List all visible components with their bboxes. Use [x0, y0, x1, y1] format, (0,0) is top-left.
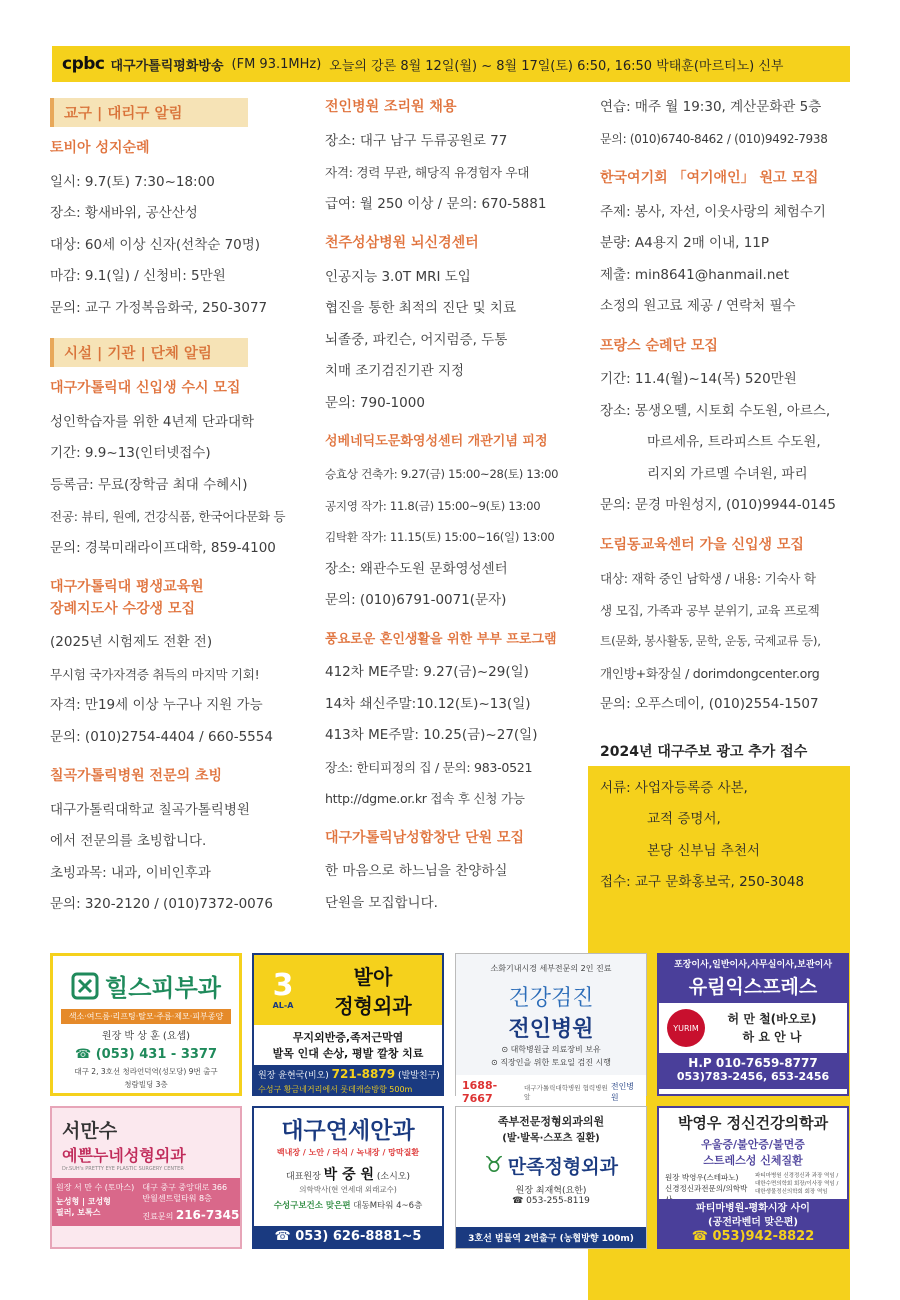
ad-bala-orthopedics[interactable] [252, 953, 444, 1096]
ad-feature: ⊙ 직장인을 위한 토요일 검진 시행 [491, 1058, 611, 1067]
notice-practice [600, 92, 850, 155]
notice-ad-reception [600, 735, 850, 899]
notice-line: 연습: 매주 월 19:30, 계산문화관 5층 [600, 99, 822, 115]
ad-phone: 1688-7667 [462, 1079, 498, 1105]
ad-name: 발아 [353, 965, 393, 989]
notice-line: 리지외 가르멜 수녀원, 파리 [647, 465, 808, 482]
ad-phone: ☎ 053)942-8822 [691, 1229, 815, 1244]
notice-line: 트(문화, 봉사활동, 문학, 운동, 국제교류 등), [600, 634, 821, 649]
notice-line: 문의: 오푸스데이, (010)2554-1507 [600, 696, 819, 713]
ad-address: 대구 2, 3호선 청라언덕역(성모당) 9번 출구 [74, 1067, 218, 1076]
ad-services: 포장이사,일반이사,사무실이사,보관이사 [659, 955, 847, 972]
notice-france [600, 337, 850, 522]
ad-pretty-eye-clinic[interactable] [50, 1106, 242, 1249]
ad-services: 스트레스성 신체질환 [703, 1154, 803, 1167]
ad-person: 허 만 철(바오로) [727, 1012, 817, 1026]
notice-line: 자격: 만19세 이상 누구나 지원 가능 [50, 697, 263, 714]
notice-line: 기간: 9.9~13(인터넷접수) [50, 445, 211, 462]
ad-credentials: 파티마병원 신경정신과 과장 역임 / 대한수면의학회 회장/이사장 역임 / 대한생물정신의학회 회장 역임 [755, 1173, 839, 1195]
ad-desc: 발목 인대 손상, 평발 깔창 치료 [272, 1047, 424, 1060]
notice-line: 협진을 통한 최적의 진단 및 치료 [325, 300, 516, 317]
ad-contact: 원장 윤현국(비오) 721-8879 (발발친구) [254, 1065, 442, 1083]
notice-line: 14차 쇄신주말:10.12(토)~13(일) [325, 695, 531, 712]
column-2 [325, 98, 587, 933]
notice-line: 주제: 봉사, 자선, 이웃사랑의 체험수기 [600, 203, 826, 220]
notice-title: 2024년 대구주보 광고 추가 접수 [600, 743, 808, 760]
notice-line[interactable]: 제출: min8641@hanmail.net [600, 266, 789, 283]
notice-title: 칠곡가톨릭병원 전문의 초빙 [50, 768, 223, 785]
ad-name: 예쁜누네성형외과 [62, 1146, 186, 1165]
notice-title: 대구가톨릭남성합창단 단원 모집 [325, 829, 525, 846]
ad-address: 3호선 범물역 2번출구 (농협방향 100m) [456, 1227, 646, 1248]
notice-link[interactable]: http://dgme.or.kr 접속 후 신청 가능 [325, 791, 525, 807]
ad-phone: ☎ (053) 431 - 3377 [74, 1047, 218, 1062]
ad-manjok-orthopedics[interactable] [455, 1106, 647, 1249]
ad-services: 백내장 / 노안 / 라식 / 녹내장 / 망막질환 [276, 1148, 420, 1157]
notice-line: 뇌졸중, 파킨슨, 어지럼증, 두통 [325, 331, 508, 348]
notice-line: 성인학습자를 위한 4년제 단과대학 [50, 413, 255, 430]
ad-phone: 진료문의 216-7345 [142, 1208, 240, 1222]
notice-cheonju [325, 234, 587, 419]
notice-line: 에서 전문의를 초빙합니다. [50, 833, 207, 850]
notice-line: 문의: (010)2754-4404 / 660-5554 [50, 728, 273, 745]
ad-name: 유림익스프레스 [659, 972, 847, 1003]
notice-line: 치매 조기검진기관 지정 [325, 363, 464, 380]
notice-line[interactable]: 개인방+화장실 / dorimdongcenter.org [600, 665, 820, 681]
ad-name: 만족정형외과 [507, 1156, 618, 1178]
notice-title: 토비아 성지순례 [50, 140, 150, 156]
notice-line: 문의: 320-2120 / (010)7372-0076 [50, 896, 273, 913]
notice-line: 초빙과목: 내과, 이비인후과 [50, 864, 211, 881]
notice-line: 무시험 국가자격증 취득의 마지막 기회! [50, 666, 260, 682]
banner-text: 오늘의 강론 8월 12일(월) ~ 8월 17일(토) 6:50, 16:50 박태훈(마르티노) 신부 [329, 58, 784, 74]
ad-tagline: (발·발목·스포츠 질환) [502, 1133, 600, 1144]
notice-title: 프랑스 순례단 모집 [600, 337, 718, 354]
notice-line: 412차 ME주말: 9.27(금)~29(일) [325, 664, 529, 681]
ad-services: 색소·여드름·리프팅·탈모·주름·제모·피부종양 [61, 1009, 231, 1024]
ad-address: 대구 중구 중앙대로 366 반월센트럴타워 8층 [142, 1183, 228, 1203]
ad-tagline: 소화기내시경 세부전문의 2인 진료 [490, 964, 612, 973]
ad-director: 원장 박 상 훈 (요셉) [101, 1031, 191, 1042]
station-name: 대구가톨릭평화방송 [110, 58, 224, 74]
notice-title: 성베네딕도문화영성센터 개관기념 피정 [325, 434, 548, 450]
ad-credentials: 의학박사(현 연세대 외래교수) [299, 1185, 397, 1194]
notice-line: 자격: 경력 무관, 해당직 유경험자 우대 [325, 165, 530, 181]
notice-line: 장소: 황새바위, 공산산성 [50, 205, 198, 222]
ad-director: 원장 박영우(스테파노) [665, 1173, 739, 1182]
notice-line: 대상: 재학 중인 남학생 / 내용: 기숙사 학 [600, 571, 816, 587]
notice-title: 전인병원 조리원 채용 [325, 99, 457, 115]
hills-logo-icon [71, 972, 99, 1000]
ad-director: 원장 서 만 수 (토마스) [56, 1183, 135, 1192]
ad-phone: H.P 010-7659-8777 [659, 1053, 847, 1070]
notice-dorim [600, 536, 850, 721]
section-heading-institutions: 시설 | 기관 | 단체 알림 [50, 338, 248, 367]
ad-name: 박영우 정신건강의학과 [677, 1114, 829, 1132]
ad-feature: ⊙ 대학병원급 의료장비 보유 [501, 1045, 601, 1054]
ad-director: 대표원장 박 중 원 (소시오) [286, 1167, 410, 1183]
notice-line: 교적 증명서, [647, 811, 721, 828]
notice-line: 문의: 교구 가정복음화국, 250-3077 [50, 299, 268, 316]
notice-chilgok [50, 767, 312, 921]
ad-tagline: 족부전문정형외과의원 [497, 1115, 605, 1128]
yurim-logo-icon: YURIM [667, 1009, 705, 1047]
notice-line: 마르세유, 트라피스트 수도원, [647, 434, 821, 451]
ad-name: 대구연세안과 [281, 1118, 415, 1144]
ad-address: (공전라벤더 맞은편) [708, 1217, 798, 1228]
ad-park-psychiatry[interactable] [657, 1106, 849, 1249]
notice-line: 문의: (010)6791-0071(문자) [325, 592, 507, 609]
notice-line: 일시: 9.7(토) 7:30~18:00 [50, 173, 215, 190]
ad-person: 하 요 안 나 [742, 1030, 802, 1044]
ad-yurim-express[interactable] [657, 953, 849, 1096]
notice-line: 문의: 790-1000 [325, 394, 425, 411]
notice-line: 분량: A4용지 2매 이내, 11P [600, 235, 770, 252]
notice-line: 김탁환 작가: 11.15(토) 15:00~16(일) 13:00 [325, 530, 555, 545]
ad-name: 힐스피부과 [105, 974, 221, 1002]
ad-phone: ☎ 053-255-8119 [512, 1196, 590, 1206]
notice-title: 대구가톨릭대 신입생 수시 모집 [50, 380, 241, 397]
ad-english-name: Dr.SUH's PRETTY EYE PLASTIC SURGERY CENTER [62, 1166, 184, 1172]
ad-address: 수성구보건소 맞은편 대동M타워 4~6층 [273, 1201, 423, 1211]
ad-desc: 무지외반증,족저근막염 [292, 1031, 404, 1044]
notice-women [600, 169, 850, 323]
bala-logo-icon: 3 [272, 967, 294, 1003]
notice-line: (2025년 시험제도 전환 전) [50, 634, 213, 651]
notice-univ [50, 379, 312, 564]
notice-line: 생 모집, 가족과 공부 분위기, 교육 프로젝 [600, 602, 820, 618]
ad-phone: ☎ 053) 626-8881~5 [254, 1226, 442, 1247]
notice-title: 풍요로운 혼인생활을 위한 부부 프로그램 [325, 631, 557, 647]
notice-line: 장소: 대구 남구 두류공원로 77 [325, 132, 508, 149]
notice-title: 장례지도사 수강생 모집 [50, 600, 195, 617]
notice-line: 장소: 한티피정의 집 / 문의: 983-0521 [325, 759, 533, 775]
ad-address: 청람빌딩 3층 [124, 1080, 168, 1089]
notice-line: 마감: 9.1(일) / 신청비: 5만원 [50, 268, 226, 285]
ad-logo: 전인병원 [610, 1082, 635, 1102]
notice-line: 413차 ME주말: 10.25(금)~27(일) [325, 727, 538, 744]
section-heading-diocese: 교구 | 대리구 알림 [50, 98, 248, 127]
notice-line: 한 마음으로 하느님을 찬양하실 [325, 863, 508, 880]
notice-title: 한국여기회 「여기애인」 원고 모집 [600, 170, 819, 186]
notice-line: 접수: 교구 문화홍보국, 250-3048 [600, 874, 805, 891]
ad-jeonin-hospital[interactable] [455, 953, 647, 1105]
ad-address: 파티마병원-평화시장 사이 [696, 1203, 810, 1214]
notice-line: 급여: 월 250 이상 / 문의: 670-5881 [325, 195, 547, 212]
ad-director: 원장 최재혁(요한) [515, 1186, 587, 1196]
ad-hills-dermatology[interactable] [50, 953, 242, 1096]
notice-line: 문의: (010)6740-8462 / (010)9492-7938 [600, 131, 828, 146]
notice-line: 장소: 왜관수도원 문화영성센터 [325, 560, 508, 577]
notice-jeonin [325, 98, 587, 220]
notice-tobia [50, 139, 312, 324]
notice-line: 장소: 몽생오뗄, 시토회 수도원, 아르스, [600, 402, 831, 419]
ad-address: 수성구 황금네거리에서 롯데캐슬방향 500m [254, 1083, 442, 1096]
notice-line: 대구가톨릭대학교 칠곡가톨릭병원 [50, 801, 250, 818]
ad-name: 정형외과 [334, 994, 412, 1018]
ad-note: 대구가톨릭대학병원 협력병원 앞 [524, 1084, 608, 1101]
ad-phone: 053)783-2456, 653-2456 [659, 1070, 847, 1089]
notice-line: 공지영 작가: 11.8(금) 15:00~9(토) 13:00 [325, 498, 541, 513]
notice-line: 본당 신부님 추천서 [647, 842, 760, 859]
ad-services: 우울증/불안증/불면증 [701, 1138, 805, 1151]
top-banner [52, 46, 850, 82]
ad-services: 눈성형 | 코성형 [56, 1197, 111, 1206]
notice-line: 단원을 모집합니다. [325, 894, 438, 911]
station-frequency: (FM 93.1MHz) [231, 56, 322, 72]
notice-line: 문의: 문경 마원성지, (010)9944-0145 [600, 497, 836, 514]
bala-logo-text: AL-A [272, 1000, 294, 1010]
notice-line: 전공: 뷰티, 원예, 건강식품, 한국어다문화 등 [50, 509, 286, 525]
notice-line: 승효상 건축가: 9.27(금) 15:00~28(토) 13:00 [325, 467, 559, 482]
column-1 [50, 98, 312, 935]
column-3 [600, 98, 850, 913]
manjok-logo-icon: ♉ [484, 1153, 504, 1178]
notice-line: 문의: 경북미래라이프대학, 859-4100 [50, 539, 276, 556]
notice-couple [325, 631, 587, 815]
ad-credentials: 신경정신과전문의/의학박 [665, 1184, 748, 1193]
ad-name: 건강검진 [508, 986, 594, 1011]
notice-line: 기간: 11.4(월)~14(목) 520만원 [600, 371, 797, 388]
notice-benedict [325, 433, 587, 617]
notice-line: 서류: 사업자등록증 사본, [600, 779, 748, 796]
notice-title: 천주성삼병원 뇌신경센터 [325, 235, 479, 252]
notice-line: 소정의 원고료 제공 / 연락처 필수 [600, 298, 796, 315]
ad-services: 필러, 보톡스 [56, 1208, 101, 1217]
notice-line: 등록금: 무료(장학금 최대 수혜시) [50, 476, 248, 493]
notice-title: 도림동교육센터 가을 신입생 모집 [600, 536, 804, 553]
notice-lifelong [50, 578, 312, 753]
ad-name: 서만수 [62, 1120, 118, 1142]
notice-title: 대구가톨릭대 평생교육원 [50, 579, 204, 596]
notice-line: 대상: 60세 이상 신자(선착순 70명) [50, 236, 261, 253]
cpbc-logo: cpbc [62, 54, 105, 74]
ad-yonsei-eye-clinic[interactable] [252, 1106, 444, 1249]
notice-choir [325, 829, 587, 920]
notice-line: 인공지능 3.0T MRI 도입 [325, 268, 471, 285]
ad-name: 전인병원 [508, 1017, 594, 1042]
